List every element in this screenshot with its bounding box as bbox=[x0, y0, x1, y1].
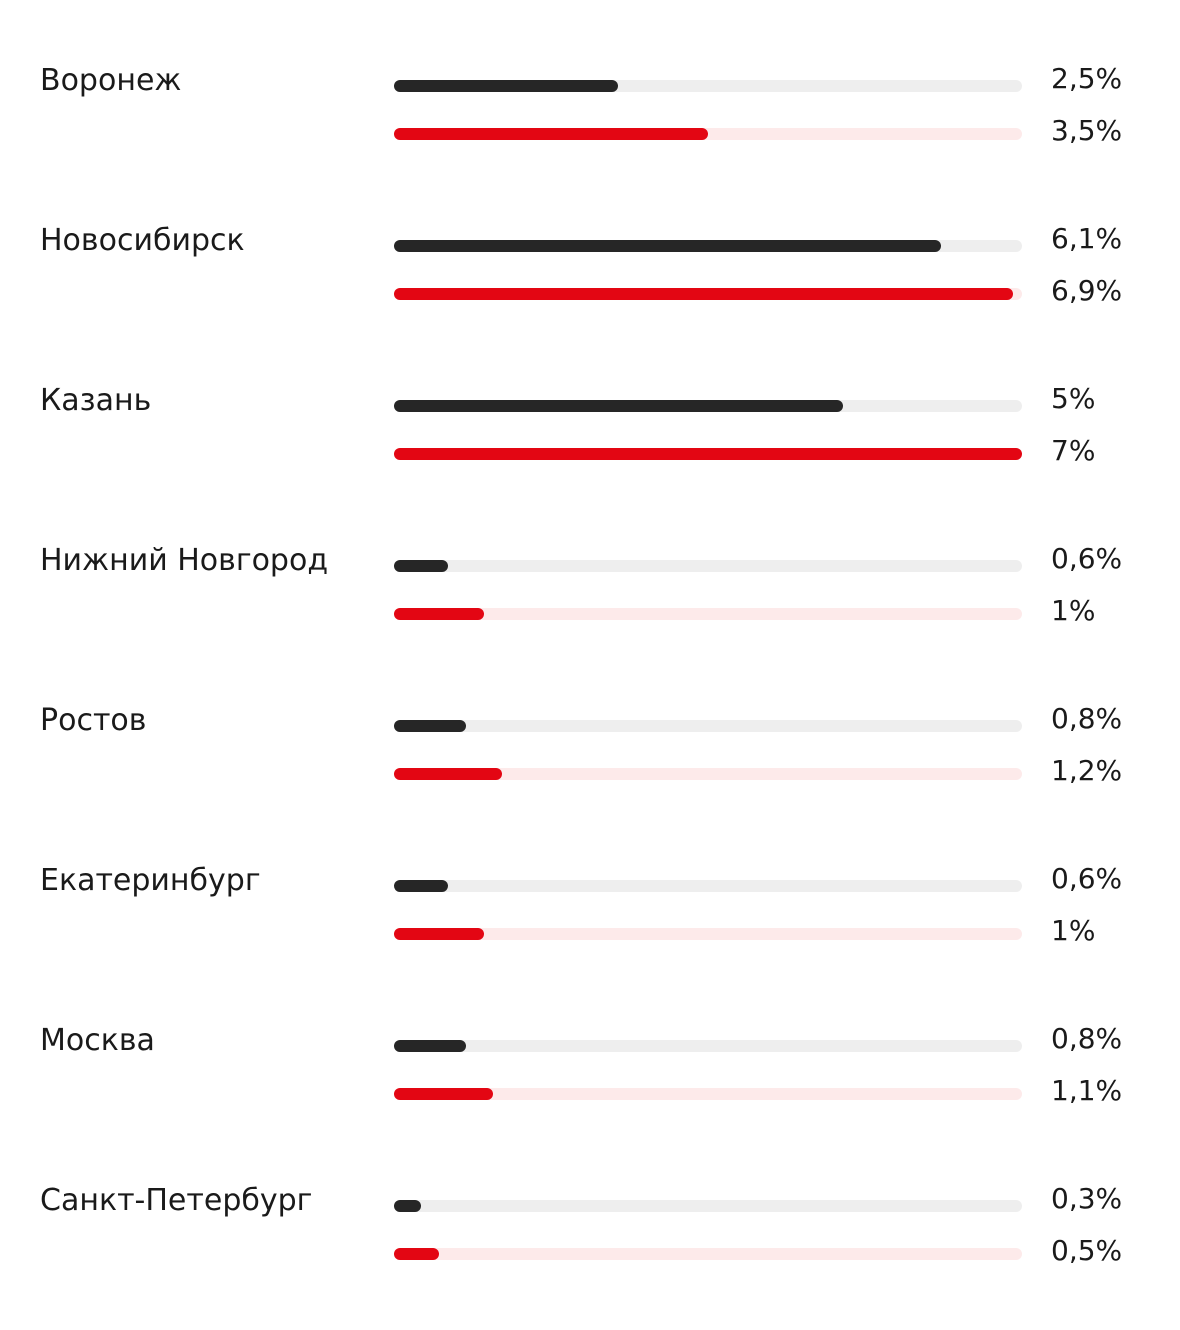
bar-track bbox=[394, 1248, 1022, 1260]
bar-fill bbox=[394, 720, 466, 732]
value-label: 6,9% bbox=[1051, 274, 1123, 307]
city-label: Санкт-Петербург bbox=[40, 1183, 313, 1218]
city-label: Нижний Новгород bbox=[40, 543, 329, 578]
value-label: 0,6% bbox=[1051, 862, 1123, 895]
bar-track bbox=[394, 240, 1022, 252]
value-label: 1% bbox=[1051, 594, 1096, 627]
value-label: 2,5% bbox=[1051, 62, 1123, 95]
value-label: 1,2% bbox=[1051, 754, 1123, 787]
bar-track bbox=[394, 400, 1022, 412]
bar-fill bbox=[394, 1040, 466, 1052]
bar-track bbox=[394, 768, 1022, 780]
bar-fill bbox=[394, 768, 502, 780]
value-label: 3,5% bbox=[1051, 114, 1123, 147]
bar-track bbox=[394, 928, 1022, 940]
bar-track bbox=[394, 128, 1022, 140]
city-label: Москва bbox=[40, 1023, 155, 1058]
city-label: Воронеж bbox=[40, 63, 182, 98]
bar-fill bbox=[394, 1088, 493, 1100]
bar-fill bbox=[394, 928, 484, 940]
city-label: Екатеринбург bbox=[40, 863, 261, 898]
bar-track bbox=[394, 1088, 1022, 1100]
bar-track bbox=[394, 80, 1022, 92]
value-label: 0,5% bbox=[1051, 1234, 1123, 1267]
bar-track bbox=[394, 288, 1022, 300]
bar-track bbox=[394, 608, 1022, 620]
bar-track bbox=[394, 720, 1022, 732]
bar-fill bbox=[394, 240, 941, 252]
value-label: 1,1% bbox=[1051, 1074, 1123, 1107]
value-label: 1% bbox=[1051, 914, 1096, 947]
bar-track bbox=[394, 1040, 1022, 1052]
value-label: 0,3% bbox=[1051, 1182, 1123, 1215]
bar-fill bbox=[394, 400, 843, 412]
city-label: Ростов bbox=[40, 703, 147, 738]
bar-fill bbox=[394, 128, 708, 140]
value-label: 5% bbox=[1051, 382, 1096, 415]
city-label: Новосибирск bbox=[40, 223, 245, 258]
value-label: 7% bbox=[1051, 434, 1096, 467]
city-label: Казань bbox=[40, 383, 152, 418]
value-label: 0,6% bbox=[1051, 542, 1123, 575]
value-label: 0,8% bbox=[1051, 702, 1123, 735]
bar-fill bbox=[394, 560, 448, 572]
bar-fill bbox=[394, 1200, 421, 1212]
bar-track bbox=[394, 560, 1022, 572]
value-label: 0,8% bbox=[1051, 1022, 1123, 1055]
bar-fill bbox=[394, 880, 448, 892]
bar-fill bbox=[394, 288, 1013, 300]
bar-track bbox=[394, 448, 1022, 460]
bar-track bbox=[394, 880, 1022, 892]
bar-track bbox=[394, 1200, 1022, 1212]
bar-fill bbox=[394, 448, 1022, 460]
bar-fill bbox=[394, 1248, 439, 1260]
value-label: 6,1% bbox=[1051, 222, 1123, 255]
bar-fill bbox=[394, 80, 618, 92]
bar-fill bbox=[394, 608, 484, 620]
